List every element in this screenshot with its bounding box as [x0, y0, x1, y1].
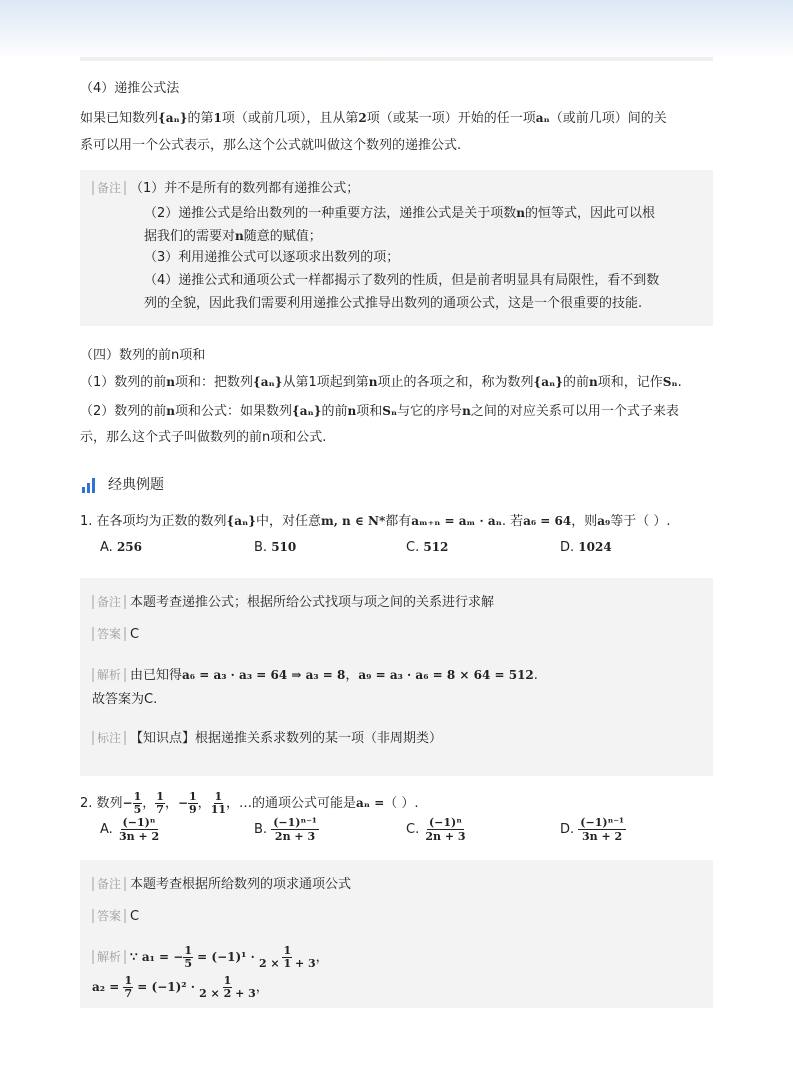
- math: {aₙ}: [533, 375, 563, 389]
- text: 项和公式：如果数列: [175, 404, 293, 419]
- math: n: [347, 404, 357, 418]
- math: = (−1)² ·: [133, 980, 200, 994]
- text: （ ）.: [384, 796, 419, 811]
- fraction: $\frac{1}{5}$: [133, 790, 142, 816]
- math: −: [122, 796, 133, 810]
- text: 2. 数列: [80, 796, 123, 811]
- note-line: [92, 592, 494, 614]
- text: 本题考查递推公式；根据所给公式找项与项之间的关系进行求解: [130, 595, 495, 610]
- knowledge-line: [92, 728, 442, 750]
- math: n: [462, 404, 471, 418]
- page-header-band: [0, 0, 793, 60]
- solution-tag: 解析: [92, 668, 126, 682]
- math: n: [588, 375, 598, 389]
- answer: C: [130, 627, 140, 642]
- text: 项和，记作: [597, 375, 663, 390]
- text: 【知识点】根据递推关系求数列的某一项（非周期类）: [130, 731, 443, 746]
- math: aₘ₊ₙ = aₘ · aₙ: [411, 514, 502, 528]
- math: {aₙ}: [292, 404, 322, 418]
- question-1: [80, 510, 671, 533]
- solution-tag: 解析: [92, 950, 126, 964]
- math: Sₙ: [382, 404, 398, 418]
- text: 等于（ ）.: [610, 514, 671, 529]
- section-heading: （4）递推公式法: [80, 81, 180, 96]
- fraction: $\frac{1}{5}$: [184, 944, 192, 970]
- text: 1. 在各项均为正数的数列: [80, 514, 227, 529]
- note-line: 列的全貌，因此我们需要利用递推公式推导出数列的通项公式，这是一个很重要的技能.: [144, 296, 643, 311]
- fraction: $\frac{1}{7}$: [156, 790, 164, 816]
- paragraph-line: [80, 400, 679, 423]
- paragraph-line: 示，那么这个式子叫做数列的前n项和公式.: [80, 430, 327, 445]
- text: 中，对任意: [255, 514, 321, 529]
- math: a₆ = a₃ · a₃ = 64 ⇒ a₃ = 8: [182, 668, 346, 682]
- text: 项（或前几项），且从第: [221, 111, 359, 126]
- fraction: $\frac{1}{11}$: [210, 790, 226, 816]
- solution-line: 故答案为C.: [92, 692, 158, 707]
- answer-line: [92, 906, 139, 928]
- text: ，则: [571, 514, 598, 529]
- text: 据我们的需要对: [144, 229, 236, 244]
- note-line: [144, 225, 322, 248]
- math: m, n ∈ N*: [321, 514, 386, 528]
- option-d[interactable]: D. $\frac{\text{(−1)ⁿ⁻¹}}{3n + 2}$: [560, 816, 624, 843]
- math: n: [235, 229, 244, 243]
- solution-box: [80, 860, 713, 1008]
- note-tag: 备注: [92, 181, 126, 195]
- text: ，…的通项公式可能是: [226, 796, 357, 811]
- option-a[interactable]: A. $\frac{\text{(−1)ⁿ}}{3n + 2}$: [100, 816, 160, 843]
- solution-box: [80, 578, 713, 776]
- fraction: $\frac{1}{9}$: [189, 790, 197, 816]
- text: 的前: [562, 375, 589, 390]
- option-c[interactable]: C. $\frac{\text{(−1)ⁿ}}{2n + 3}$: [406, 816, 466, 843]
- text: （1）数列的前: [80, 375, 167, 390]
- paragraph-line: [80, 107, 667, 130]
- text: 都有: [385, 514, 412, 529]
- note-line: （3）利用递推公式可以逐项求出数列的项；: [144, 250, 400, 265]
- text: 项和：把数列: [175, 375, 254, 390]
- math: n: [516, 206, 526, 220]
- math: a₉: [597, 514, 611, 528]
- option-c[interactable]: C. 512: [406, 540, 449, 555]
- solution-line: [92, 972, 269, 1003]
- note-tag: 备注: [92, 595, 126, 609]
- option-a[interactable]: A. 256: [100, 540, 142, 555]
- math: aₙ: [535, 111, 550, 125]
- text: 项和: [356, 404, 383, 419]
- text: 项止的各项之和，称为数列: [377, 375, 534, 390]
- note-line: （4）递推公式和通项公式一样都揭示了数列的性质，但是前者明显具有局限性，看不到数: [144, 273, 660, 288]
- math: 1: [213, 111, 222, 125]
- note-line: [92, 178, 359, 200]
- answer-tag: 答案: [92, 909, 126, 923]
- text: 随意的赋值；: [243, 229, 322, 244]
- math: a₂ =: [92, 980, 124, 994]
- paragraph-line: [80, 371, 682, 394]
- text: 如果已知数列: [80, 111, 159, 126]
- text: 与它的序号: [397, 404, 463, 419]
- math: Sₙ: [662, 375, 678, 389]
- text: 之间的对应关系可以用一个式子来表: [470, 404, 679, 419]
- text: （2）递推公式是给出数列的一种重要方法，递推公式是关于项数: [144, 206, 517, 221]
- text: ，: [345, 668, 359, 683]
- answer-line: [92, 624, 139, 646]
- text: （1）并不是所有的数列都有递推公式；: [130, 181, 360, 196]
- math: {aₙ}: [253, 375, 283, 389]
- text: .: [533, 668, 538, 683]
- solution-line: [92, 664, 538, 687]
- text: 本题考查根据所给数列的项求通项公式: [130, 877, 352, 892]
- math: −: [177, 796, 189, 810]
- text: 的第: [187, 111, 214, 126]
- text: （2）数列的前: [80, 404, 167, 419]
- math: a₉ = a₃ · a₆ = 8 × 64 = 512: [358, 668, 534, 682]
- text: 的恒等式，因此可以根: [525, 206, 656, 221]
- math: 2: [358, 111, 367, 125]
- solution-line: [92, 942, 329, 973]
- math: n: [368, 375, 378, 389]
- option-b[interactable]: B. $\frac{\text{(−1)ⁿ⁻¹}}{2n + 3}$: [254, 816, 317, 843]
- math: n: [166, 404, 176, 418]
- text: 从第1项起到第: [282, 375, 369, 390]
- question-2: 2. 数列− $\frac{1}{5}$ ， $\frac{1}{7}$ ，− $\frac{1}{9}$ ， $\frac{1}{11}$ ，…的通项公式可能是aₙ =（ ）.: [80, 790, 419, 816]
- fraction: $\frac{1}{2 \times 2 + 3}$: [199, 974, 256, 1000]
- math: ∵ a₁ = −: [130, 950, 184, 964]
- option-b[interactable]: B. 510: [254, 540, 297, 555]
- note-tag: 备注: [92, 877, 126, 891]
- text: ，: [255, 980, 269, 995]
- note-box: [80, 170, 713, 326]
- answer-tag: 答案: [92, 627, 126, 641]
- text: ，: [315, 950, 329, 965]
- examples-title: 经典例题: [108, 477, 164, 493]
- option-d[interactable]: D. 1024: [560, 540, 612, 555]
- text: 项（或某一项）开始的任一项: [366, 111, 536, 126]
- note-line: [144, 202, 655, 225]
- math: {aₙ}: [158, 111, 188, 125]
- paragraph-line: 系可以用一个公式表示，那么这个公式就叫做这个数列的递推公式.: [80, 138, 462, 153]
- note-line: [92, 874, 351, 896]
- math: aₙ =: [356, 796, 385, 810]
- bar-chart-icon: [82, 478, 95, 493]
- fraction: $\frac{1}{2 \times 1 + 3}$: [258, 944, 316, 970]
- math: {aₙ}: [226, 514, 256, 528]
- text: （或前几项）间的关: [549, 111, 667, 126]
- knowledge-tag: 标注: [92, 731, 126, 745]
- math: n: [166, 375, 176, 389]
- section-heading: （四）数列的前n项和: [80, 348, 206, 363]
- fraction: $\frac{1}{7}$: [124, 974, 133, 1000]
- answer: C: [130, 909, 140, 924]
- math: = (−1)¹ ·: [192, 950, 259, 964]
- header-divider: [80, 57, 713, 61]
- text: 的前: [321, 404, 348, 419]
- text: .: [677, 375, 682, 390]
- math: a₆ = 64: [523, 514, 572, 528]
- text: . 若: [501, 514, 524, 529]
- text: 由已知得: [130, 668, 183, 683]
